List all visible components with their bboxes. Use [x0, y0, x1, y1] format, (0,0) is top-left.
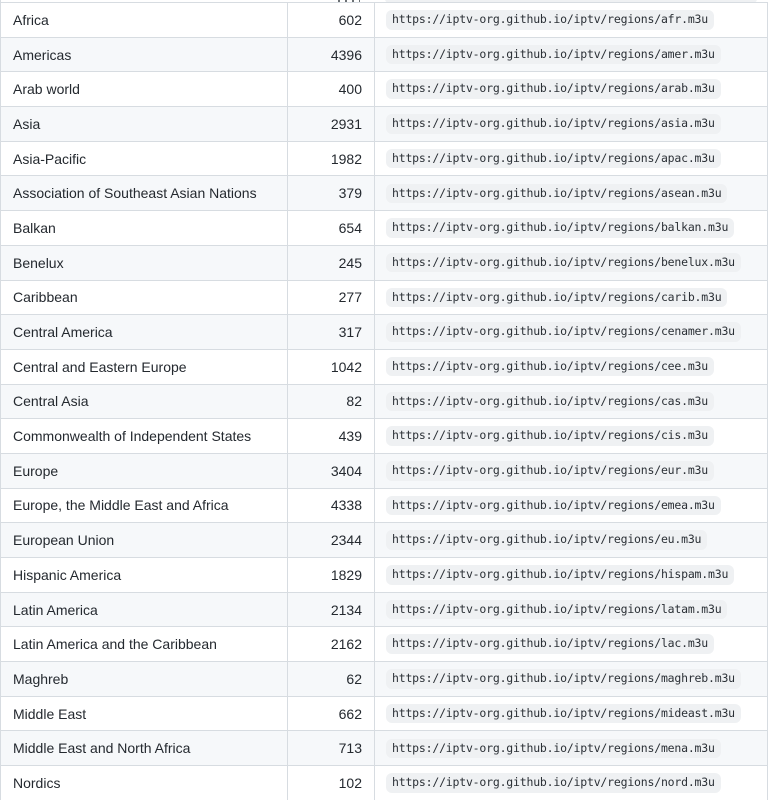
region-name-cell — [1, 38, 288, 72]
channel-count-cell — [288, 766, 375, 800]
channel-count-cell — [288, 3, 375, 37]
region-name-cell — [1, 142, 288, 176]
playlist-url-cell — [375, 523, 768, 557]
playlist-url-chip: https://iptv-org.github.io/iptv/regions/apac.m3u — [386, 149, 721, 169]
channel-count: 662 — [338, 705, 362, 722]
channel-count: 1829 — [330, 566, 362, 583]
channel-count-cell — [288, 731, 375, 765]
channel-count-cell — [288, 697, 375, 731]
channel-count: 277 — [338, 289, 362, 306]
table-row — [1, 696, 768, 731]
table-row — [1, 106, 768, 141]
playlist-url-chip: https://iptv-org.github.io/iptv/regions/cas.m3u — [386, 392, 714, 412]
table-row — [1, 453, 768, 488]
region-name-cell — [1, 489, 288, 523]
channel-count: 439 — [338, 428, 362, 445]
playlist-url-cell — [375, 3, 768, 37]
playlist-url-chip: https://iptv-org.github.io/iptv/regions/hispam.m3u — [386, 565, 734, 585]
channel-count-cell — [288, 419, 375, 453]
channel-count: 1982 — [330, 150, 362, 167]
region-name-cell — [1, 454, 288, 488]
region-name: Arab world — [13, 81, 80, 98]
channel-count: 379 — [338, 185, 362, 202]
channel-count-cell — [288, 662, 375, 696]
region-name: Africa — [13, 11, 49, 28]
region-name: Commonwealth of Independent States — [13, 428, 252, 445]
channel-count-cell — [288, 72, 375, 106]
table-row — [1, 245, 768, 280]
cut-off-previous-row — [1, 0, 768, 2]
table-row — [1, 765, 768, 800]
region-name-cell — [1, 766, 288, 800]
table-row — [1, 488, 768, 523]
channel-count: 3404 — [330, 462, 362, 479]
region-name: Balkan — [13, 219, 56, 236]
channel-count: 400 — [338, 81, 362, 98]
table-row — [1, 314, 768, 349]
playlist-url-chip: https://iptv-org.github.io/iptv/regions/mena.m3u — [386, 739, 721, 759]
channel-count: 654 — [338, 219, 362, 236]
playlist-url-cell — [375, 281, 768, 315]
table-row — [1, 626, 768, 661]
region-name-cell — [1, 176, 288, 210]
channel-count-cell — [288, 593, 375, 627]
table-row — [1, 522, 768, 557]
channel-count: 4396 — [330, 46, 362, 63]
region-name: Nordics — [13, 774, 61, 791]
region-name-cell — [1, 281, 288, 315]
playlist-url-chip: https://iptv-org.github.io/iptv/regions/emea.m3u — [386, 496, 721, 516]
playlist-url-cell — [375, 38, 768, 72]
channel-count: 62 — [346, 670, 362, 687]
playlist-url-cell — [375, 315, 768, 349]
region-name-cell — [1, 731, 288, 765]
table-row — [1, 175, 768, 210]
table-row — [1, 730, 768, 765]
region-name-cell — [1, 72, 288, 106]
region-name-cell — [1, 523, 288, 557]
channel-count: 2134 — [330, 601, 362, 618]
channel-count-cell — [288, 385, 375, 419]
playlist-url-chip: https://iptv-org.github.io/iptv/regions/asia.m3u — [386, 114, 721, 134]
playlist-url-chip: https://iptv-org.github.io/iptv/regions/cis.m3u — [386, 426, 714, 446]
channel-count-cell — [288, 38, 375, 72]
region-name: Association of Southeast Asian Nations — [13, 185, 257, 202]
region-name: Asia — [13, 115, 41, 132]
playlist-url-chip: https://iptv-org.github.io/iptv/regions/eu.m3u — [386, 530, 707, 550]
region-name: Central and Eastern Europe — [13, 358, 187, 375]
table-row — [1, 2, 768, 37]
region-name-cell — [1, 3, 288, 37]
channel-count-cell — [288, 558, 375, 592]
region-name-cell — [1, 419, 288, 453]
playlist-url-chip: https://iptv-org.github.io/iptv/regions/amer.m3u — [386, 45, 721, 65]
channel-count-cell — [288, 107, 375, 141]
region-name: Hispanic America — [13, 566, 122, 583]
table-row — [1, 280, 768, 315]
playlist-url-chip: https://iptv-org.github.io/iptv/regions/maghreb.m3u — [386, 669, 741, 689]
channel-count-cell — [288, 176, 375, 210]
region-name-cell — [1, 697, 288, 731]
channel-count: 4338 — [330, 497, 362, 514]
playlist-url-cell — [375, 627, 768, 661]
region-name: Caribbean — [13, 289, 78, 306]
region-name-cell — [1, 385, 288, 419]
playlist-url-cell — [375, 454, 768, 488]
playlist-url-cell — [375, 489, 768, 523]
region-name-cell — [1, 350, 288, 384]
playlist-url-cell — [375, 107, 768, 141]
playlist-url-cell — [375, 72, 768, 106]
channel-count-cell — [288, 281, 375, 315]
channel-count-cell — [288, 246, 375, 280]
region-name: Europe, the Middle East and Africa — [13, 497, 229, 514]
table-row — [1, 557, 768, 592]
playlist-url-chip: https://iptv-org.github.io/iptv/regions/arab.m3u — [386, 79, 721, 99]
playlist-url-cell — [375, 766, 768, 800]
region-name: European Union — [13, 532, 115, 549]
playlist-url-chip: https://iptv-org.github.io/iptv/regions/latam.m3u — [386, 600, 727, 620]
playlist-url-chip: https://iptv-org.github.io/iptv/regions/cee.m3u — [386, 357, 714, 377]
region-name: Maghreb — [13, 670, 69, 687]
playlist-url-chip: https://iptv-org.github.io/iptv/regions/benelux.m3u — [386, 253, 741, 273]
playlist-url-cell — [375, 558, 768, 592]
table-row — [1, 592, 768, 627]
region-name: Asia-Pacific — [13, 150, 87, 167]
table-row — [1, 661, 768, 696]
table-row — [1, 349, 768, 384]
region-name-cell — [1, 246, 288, 280]
region-name: Americas — [13, 46, 72, 63]
region-name: Benelux — [13, 254, 64, 271]
region-name-cell — [1, 627, 288, 661]
playlist-url-chip: https://iptv-org.github.io/iptv/regions/afr.m3u — [386, 10, 714, 30]
channel-count: 317 — [338, 324, 362, 341]
region-name-cell — [1, 211, 288, 245]
region-name-cell — [1, 593, 288, 627]
table-row — [1, 384, 768, 419]
playlist-url-cell — [375, 662, 768, 696]
channel-count: 2344 — [330, 532, 362, 549]
channel-count-cell — [288, 454, 375, 488]
channel-count: 2162 — [330, 636, 362, 653]
table-row — [1, 418, 768, 453]
region-name-cell — [1, 662, 288, 696]
channel-count: 602 — [338, 11, 362, 28]
region-name: Central America — [13, 324, 113, 341]
region-name-cell — [1, 558, 288, 592]
playlist-url-chip: https://iptv-org.github.io/iptv/regions/eur.m3u — [386, 461, 714, 481]
channel-count: 1042 — [330, 358, 362, 375]
playlist-url-chip: https://iptv-org.github.io/iptv/regions/nord.m3u — [386, 773, 721, 793]
table-row — [1, 71, 768, 106]
playlist-url-cell — [375, 697, 768, 731]
playlist-url-cell — [375, 385, 768, 419]
region-name-cell — [1, 315, 288, 349]
channel-count: 245 — [338, 254, 362, 271]
playlist-url-cell — [375, 211, 768, 245]
playlist-url-chip: https://iptv-org.github.io/iptv/regions/mideast.m3u — [386, 704, 741, 724]
playlist-url-chip: https://iptv-org.github.io/iptv/regions/asean.m3u — [386, 184, 727, 204]
region-name: Central Asia — [13, 393, 89, 410]
channel-count-cell — [288, 523, 375, 557]
channel-count: 713 — [338, 740, 362, 757]
region-name: Middle East and North Africa — [13, 740, 191, 757]
channel-count-cell — [288, 315, 375, 349]
playlist-url-cell — [375, 731, 768, 765]
playlist-url-cell — [375, 419, 768, 453]
playlist-url-cell — [375, 176, 768, 210]
channel-count-cell — [288, 211, 375, 245]
channel-count-cell — [288, 489, 375, 523]
playlist-url-chip: https://iptv-org.github.io/iptv/regions/lac.m3u — [386, 634, 714, 654]
channel-count-cell — [288, 142, 375, 176]
cut-off-code-chip-fragment — [385, 0, 757, 2]
playlist-url-chip: https://iptv-org.github.io/iptv/regions/balkan.m3u — [386, 218, 734, 238]
region-name-cell — [1, 107, 288, 141]
playlist-url-cell — [375, 246, 768, 280]
region-name: Europe — [13, 462, 59, 479]
region-name: Middle East — [13, 705, 87, 722]
region-name: Latin America and the Caribbean — [13, 636, 217, 653]
playlist-url-cell — [375, 593, 768, 627]
table-row — [1, 210, 768, 245]
region-table-body — [1, 2, 768, 800]
channel-count: 82 — [346, 393, 362, 410]
region-name: Latin America — [13, 601, 98, 618]
playlist-url-chip: https://iptv-org.github.io/iptv/regions/cenamer.m3u — [386, 322, 741, 342]
playlist-url-chip: https://iptv-org.github.io/iptv/regions/carib.m3u — [386, 288, 727, 308]
playlist-url-cell — [375, 350, 768, 384]
channel-count: 2931 — [330, 115, 362, 132]
channel-count-cell — [288, 350, 375, 384]
table-row — [1, 37, 768, 72]
playlist-url-cell — [375, 142, 768, 176]
channel-count-cell — [288, 627, 375, 661]
channel-count: 102 — [338, 774, 362, 791]
cut-off-count-fragment — [338, 0, 360, 2]
table-row — [1, 141, 768, 176]
